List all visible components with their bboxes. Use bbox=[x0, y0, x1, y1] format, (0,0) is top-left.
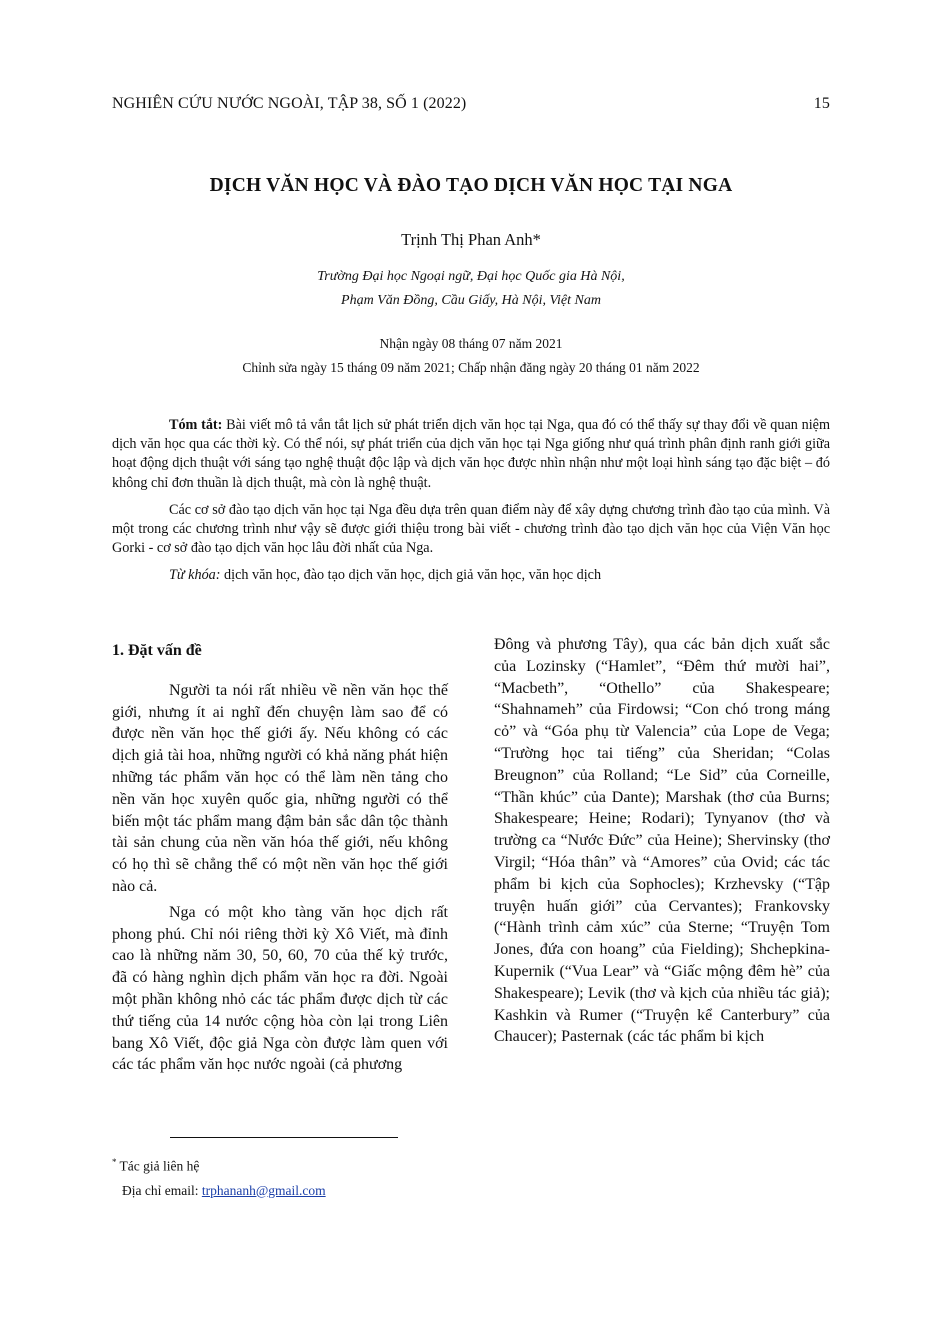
abstract-paragraph-1 bbox=[112, 416, 830, 493]
body-column-left bbox=[112, 634, 448, 1076]
article-title: DỊCH VĂN HỌC VÀ ĐÀO TẠO DỊCH VĂN HỌC TẠI NGA bbox=[209, 175, 733, 196]
footnote-divider bbox=[170, 1137, 398, 1138]
keywords bbox=[112, 566, 830, 585]
body-paragraph: Người ta nói rất nhiều về nền văn học thế giới, nhưng ít ai nghĩ đến chuyện làm sao để có được nền văn học thế giới ấy. Nếu không có các dịch giả tài hoa, những người có khả năng phát hiện những tác phẩm văn học có thể làm nền tảng cho nền văn học xuyên quốc gia, những người có thể biến một tác phẩm mang đậm bản sắc dân tộc thành tài sản chung của nền văn hóa thế giới, nếu không có họ thì sẽ chẳng thể có một nền văn học thế giới nào cả. bbox=[112, 681, 448, 895]
body-paragraph: Đông và phương Tây), qua các bản dịch xuất sắc của Lozinsky (“Hamlet”, “Đêm thứ mười hai”, “Macbeth”, “Othello” của Shakespeare; “Shahnameh” của Firdowsi; “Con chó trong máng cỏ” và “Góa phụ từ Valencia” của Lope de Vega; “Trường học tai tiếng” của Sheridan; “Colas Breugnon” của Rolland; “Le Sid” của Corneille, “Thần khúc” của Dante); Marshak (thơ của Burns; Shakespeare; Heine; Rodari); Tynyanov (thơ và trường ca “Nước Đức” của Heine); Shervinsky (thơ Virgil; “Hóa thân” và “Amores” của Ovid; các tác phẩm bi kịch của Sophocles); Krzhevsky (“Tập truyện huấn giới” của Cervantes); Frankovsky (“Hành trình cảm xúc” của Sterne; “Truyện Tom Jones, đứa con hoang” của Fielding); Shchepkina-Kupernik (“Vua Lear” và “Giấc mộng đêm hè” của Shakespeare); Levik (thơ và kịch của nhiều tác giả); Kashkin và Rumer (“Truyện kể Canterbury” của Chaucer); Pasternak (các tác phẩm bi kịch bbox=[494, 636, 830, 1046]
footnotes bbox=[112, 1150, 326, 1203]
footnote-text: Tác giả liên hệ bbox=[119, 1158, 200, 1174]
affiliation-line-1: Trường Đại học Ngoại ngữ, Đại học Quốc gia Hà Nội, bbox=[317, 269, 625, 284]
page-number: 15 bbox=[813, 95, 830, 112]
email-link[interactable]: trphananh@gmail.com bbox=[201, 1182, 326, 1198]
abstract bbox=[112, 416, 830, 594]
revised-accepted-date: Chỉnh sửa ngày 15 tháng 09 năm 2021; Chấp nhận đăng ngày 20 tháng 01 năm 2022 bbox=[242, 360, 700, 375]
author-name: Trịnh Thị Phan Anh* bbox=[401, 230, 541, 249]
affiliation bbox=[80, 265, 862, 313]
footnote-email-line bbox=[112, 1179, 326, 1203]
article-dates bbox=[80, 332, 862, 380]
footnote-corresponding-author bbox=[112, 1150, 326, 1179]
abstract-label: Tóm tắt: bbox=[169, 417, 223, 433]
body-paragraph: Nga có một kho tàng văn học dịch rất phong phú. Chỉ nói riêng thời kỳ Xô Viết, mà đỉnh cao là những năm 30, 50, 60, 70 của thế kỷ trước, đã có hàng nghìn dịch phẩm văn học ra đời. Ngoài một phần không nhỏ các tác phẩm được dịch từ các thứ tiếng của 14 nước cộng hòa còn lại trong Liên bang Xô Viết, độc giả Nga còn được làm quen với các tác phẩm văn học nước ngoài (cả phương bbox=[112, 903, 448, 1074]
abstract-text-1: Bài viết mô tả vắn tắt lịch sử phát triển dịch văn học tại Nga, qua đó có thể thấy sự thay đổi về quan niệm dịch văn học qua các thời kỳ. Có thể nói, sự phát triển của dịch văn học tại Nga giống như quá trình phân định ranh giới giữa hoạt động dịch thuật với sáng tạo nghệ thuật độc lập và dịch văn học được nhìn nhận như một loại hình sáng tạo đặc biệt – đó không chỉ đơn thuần là dịch thuật, mà còn là nghệ thuật. bbox=[112, 417, 830, 491]
keywords-label: Từ khóa: bbox=[169, 567, 221, 584]
affiliation-line-2: Phạm Văn Đồng, Cầu Giấy, Hà Nội, Việt Nam bbox=[341, 293, 601, 308]
journal-title: NGHIÊN CỨU NƯỚC NGOÀI, TẬP 38, SỐ 1 (2022) bbox=[112, 95, 467, 112]
abstract-paragraph-2: Các cơ sở đào tạo dịch văn học tại Nga đều dựa trên quan điểm này để xây dựng chương trình đào tạo của mình. Và một trong các chương trình như vậy sẽ được giới thiệu trong bài viết - chương trình đào tạo dịch văn học của Viện Văn học Gorki - cơ sở đào tạo dịch văn học lâu đời nhất của Nga. bbox=[112, 501, 830, 557]
received-date: Nhận ngày 08 tháng 07 năm 2021 bbox=[379, 336, 563, 351]
footnote-mark: * bbox=[112, 1157, 117, 1167]
section-heading-1: 1. Đặt vấn đề bbox=[112, 642, 202, 659]
body-column-right bbox=[494, 634, 830, 1048]
email-label: Địa chỉ email: bbox=[122, 1182, 202, 1198]
keywords-text: dịch văn học, đào tạo dịch văn học, dịch giả văn học, văn học dịch bbox=[220, 567, 602, 584]
